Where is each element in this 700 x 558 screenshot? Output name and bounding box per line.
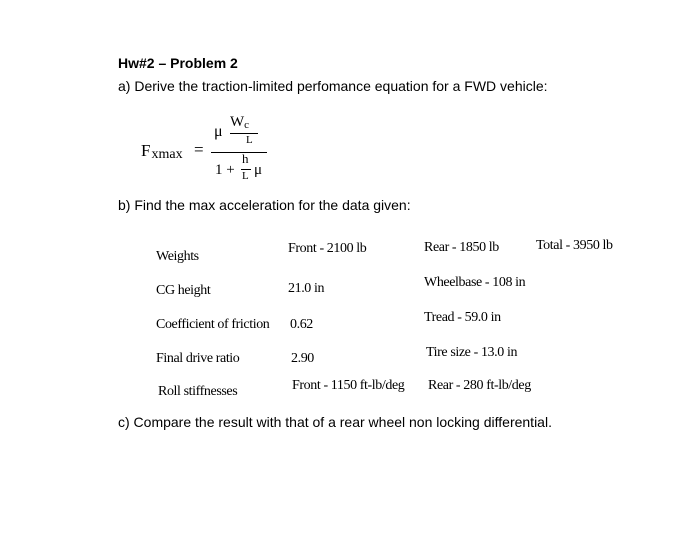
- roll-stiffness-label: Roll stiffnesses: [158, 384, 238, 399]
- question-c: c) Compare the result with that of a rear wheel non locking differential.: [118, 414, 552, 430]
- tread: Tread - 59.0 in: [424, 310, 501, 325]
- formula-lhs: [141, 141, 183, 163]
- roll-stiffness-front: Front - 1150 ft-lb/deg: [292, 378, 405, 393]
- formula-denominator-L: L: [242, 170, 249, 182]
- question-a: a) Derive the traction-limited perfomance equation for a FWD vehicle:: [118, 78, 548, 94]
- weights-front: Front - 2100 lb: [288, 241, 367, 256]
- formula-lhs-subscript: xmax: [151, 147, 183, 162]
- problem-title: Hw#2 – Problem 2: [118, 55, 238, 71]
- cg-height-value: 21.0 in: [288, 281, 325, 296]
- weights-label: Weights: [156, 249, 199, 264]
- formula-F: F: [141, 141, 151, 160]
- wheelbase: Wheelbase - 108 in: [424, 275, 526, 290]
- formula-numerator-L: L: [246, 134, 253, 146]
- final-drive-value: 2.90: [291, 351, 314, 366]
- weights-rear: Rear - 1850 lb: [424, 240, 499, 255]
- formula-numerator-mu: μ: [214, 123, 223, 140]
- tire-size: Tire size - 13.0 in: [426, 345, 518, 360]
- inner-fraction-bar: [230, 133, 258, 134]
- formula-one-plus: 1 +: [215, 162, 235, 178]
- cg-height-label: CG height: [156, 283, 211, 298]
- formula-weight: [230, 114, 249, 131]
- formula-h: h: [242, 151, 249, 166]
- question-b: b) Find the max acceleration for the data given:: [118, 197, 411, 213]
- formula-W-subscript: c: [244, 119, 250, 131]
- friction-label: Coefficient of friction: [156, 317, 270, 332]
- formula-equals: =: [194, 140, 204, 159]
- weights-total: Total - 3950 lb: [536, 238, 613, 253]
- formula-denominator-mu: μ: [254, 162, 263, 178]
- roll-stiffness-rear: Rear - 280 ft-lb/deg: [428, 378, 531, 393]
- formula-W: W: [230, 114, 245, 130]
- friction-value: 0.62: [290, 317, 313, 332]
- final-drive-label: Final drive ratio: [156, 351, 240, 366]
- main-fraction-bar: [211, 152, 267, 153]
